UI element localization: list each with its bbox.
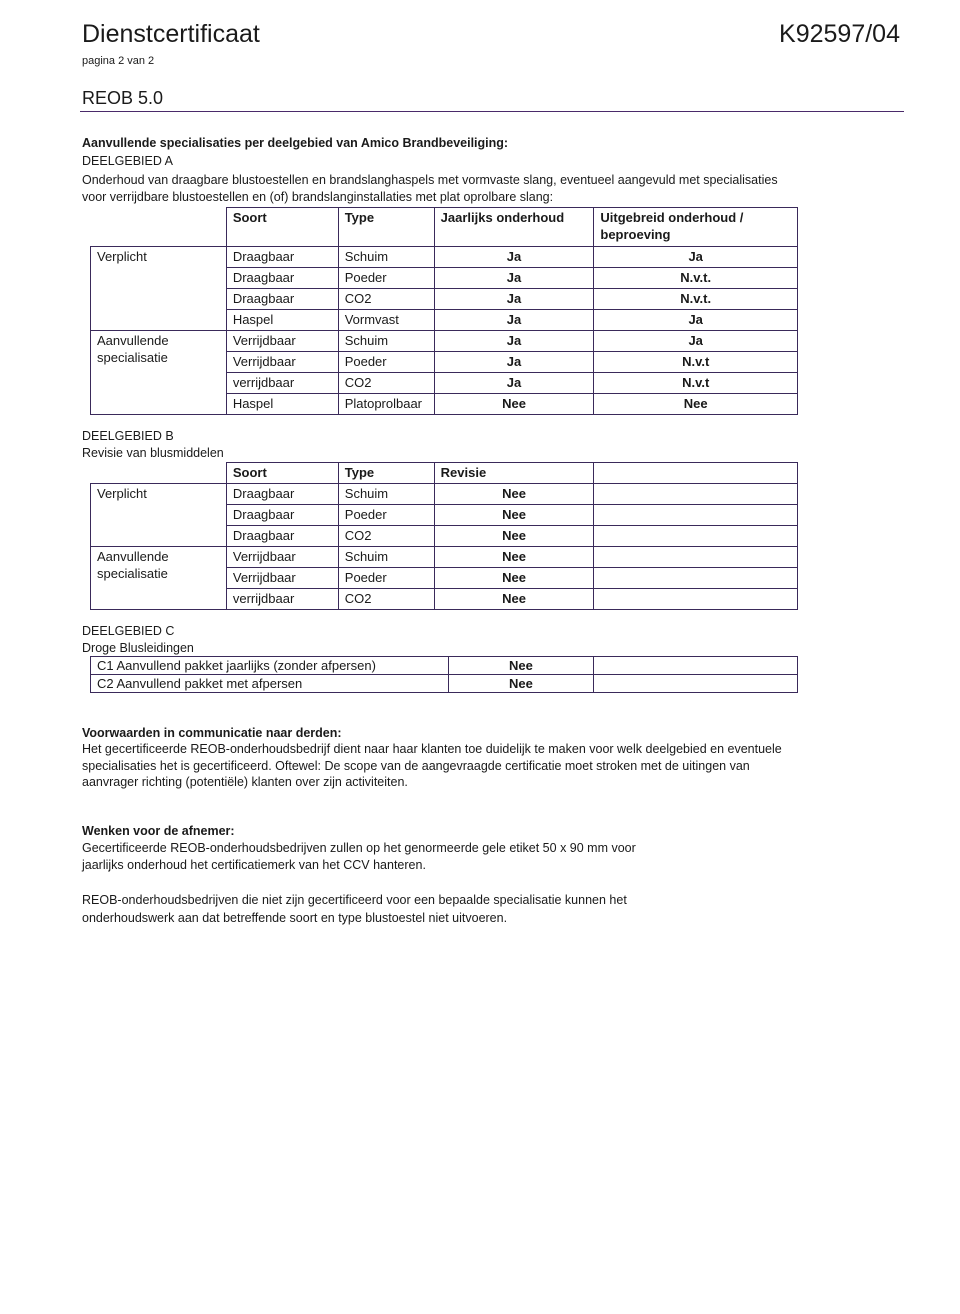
group-verplicht: Verplicht: [91, 247, 227, 331]
cell-jaarlijks: Nee: [434, 394, 594, 415]
cell-empty: [594, 568, 798, 589]
cell-uitgebreid: N.v.t.: [594, 268, 798, 289]
cell-empty: [594, 505, 798, 526]
header-empty: [594, 463, 798, 484]
cell-soort: Verrijdbaar: [226, 547, 338, 568]
cell-type: Vormvast: [338, 310, 434, 331]
document-title: Dienstcertificaat: [82, 20, 260, 48]
table-row: [91, 484, 798, 505]
table-header-row: [91, 463, 798, 484]
group-aanvullend: Aanvullende specialisatie: [91, 547, 227, 610]
cell-soort: Draagbaar: [226, 268, 338, 289]
page-indicator: pagina 2 van 2: [82, 55, 155, 67]
cell-uitgebreid: N.v.t: [594, 373, 798, 394]
cell-soort: Haspel: [226, 310, 338, 331]
cell-soort: Verrijdbaar: [226, 352, 338, 373]
voorwaarden-line-2: specialisaties het is gecertificeerd. Oftewel: De scope van de aangevraagde certificatie moet stroken met de uitingen van: [82, 759, 750, 773]
table-row: [91, 675, 798, 693]
cell-type: Schuim: [338, 247, 434, 268]
table-row: [91, 657, 798, 675]
wenken-heading: Wenken voor de afnemer:: [82, 824, 235, 838]
table-row: [91, 547, 798, 568]
section-a-desc-2: voor verrijdbare blustoestellen en (of) brandslanginstallaties met plat oprolbare slang:: [82, 190, 554, 204]
header-soort: Soort: [226, 463, 338, 484]
voorwaarden-line-1: Het gecertificeerde REOB-onderhoudsbedrijf dient naar haar klanten toe duidelijk te maken voor welk deelgebied en eventuele: [82, 742, 782, 756]
cell-soort: Draagbaar: [226, 526, 338, 547]
section-a-table: [90, 207, 798, 415]
section-b-table: [90, 462, 798, 610]
cell-revisie: Nee: [434, 505, 594, 526]
section-a-desc-1: Onderhoud van draagbare blustoestellen en brandslanghaspels met vormvaste slang, eventueel aangevuld met specialisaties: [82, 173, 778, 187]
cell-jaarlijks: Ja: [434, 310, 594, 331]
cell-empty: [594, 484, 798, 505]
header-soort: Soort: [226, 208, 338, 247]
cell-revisie: Nee: [434, 526, 594, 547]
cell-soort: Draagbaar: [226, 484, 338, 505]
cell-jaarlijks: Ja: [434, 373, 594, 394]
cell-soort: Haspel: [226, 394, 338, 415]
cell-jaarlijks: Ja: [434, 352, 594, 373]
cell-soort: verrijdbaar: [226, 589, 338, 610]
cell-empty: [594, 657, 798, 675]
cell-revisie: Nee: [434, 484, 594, 505]
voorwaarden-line-3: aanvrager richting (potentiële) klanten over zijn activiteiten.: [82, 775, 408, 789]
voorwaarden-heading: Voorwaarden in communicatie naar derden:: [82, 726, 342, 740]
section-c-title: DEELGEBIED C: [82, 624, 175, 638]
cell-soort: Verrijdbaar: [226, 331, 338, 352]
header-jaarlijks: Jaarlijks onderhoud: [434, 208, 594, 247]
cell-value: Nee: [448, 675, 594, 693]
intro-heading: Aanvullende specialisaties per deelgebied van Amico Brandbeveiliging:: [82, 136, 509, 150]
wenken-line-3: REOB-onderhoudsbedrijven die niet zijn gecertificeerd voor een bepaalde specialisatie kunnen het: [82, 893, 627, 907]
cell-uitgebreid: Ja: [594, 247, 798, 268]
cell-uitgebreid: Nee: [594, 394, 798, 415]
group-aanvullend: Aanvullende specialisatie: [91, 331, 227, 415]
cell-type: Schuim: [338, 484, 434, 505]
header-type: Type: [338, 463, 434, 484]
cell-type: CO2: [338, 289, 434, 310]
cell-type: Poeder: [338, 505, 434, 526]
cell-uitgebreid: N.v.t.: [594, 289, 798, 310]
cell-empty: [594, 526, 798, 547]
cell-jaarlijks: Ja: [434, 331, 594, 352]
cell-uitgebreid: N.v.t: [594, 352, 798, 373]
cell-uitgebreid: Ja: [594, 310, 798, 331]
cell-type: Platoprolbaar: [338, 394, 434, 415]
table-header-row: [91, 208, 798, 247]
group-verplicht: Verplicht: [91, 484, 227, 547]
wenken-line-4: onderhoudswerk aan dat betreffende soort en type blustoestel niet uitvoeren.: [82, 911, 508, 925]
section-c-desc: Droge Blusleidingen: [82, 641, 194, 655]
cell-type: Poeder: [338, 568, 434, 589]
table-row: [91, 331, 798, 352]
header-divider: [80, 111, 904, 112]
scheme-label: REOB 5.0: [82, 88, 164, 108]
header-type: Type: [338, 208, 434, 247]
cell-revisie: Nee: [434, 547, 594, 568]
cell-type: CO2: [338, 589, 434, 610]
cell-type: CO2: [338, 373, 434, 394]
wenken-line-2: jaarlijks onderhoud het certificatiemerk van het CCV hanteren.: [82, 858, 426, 872]
cell-soort: verrijdbaar: [226, 373, 338, 394]
wenken-line-1: Gecertificeerde REOB-onderhoudsbedrijven zullen op het genormeerde gele etiket 50 x 90 mm voor: [82, 841, 636, 855]
cell-revisie: Nee: [434, 568, 594, 589]
cell-type: Poeder: [338, 268, 434, 289]
cell-soort: Verrijdbaar: [226, 568, 338, 589]
cell-type: Schuim: [338, 547, 434, 568]
cell-label: C2 Aanvullend pakket met afpersen: [91, 675, 449, 693]
cell-jaarlijks: Ja: [434, 268, 594, 289]
cell-jaarlijks: Ja: [434, 247, 594, 268]
header-uitgebreid: Uitgebreid onderhoud / beproeving: [594, 208, 798, 247]
cell-empty: [594, 589, 798, 610]
section-b-title: DEELGEBIED B: [82, 429, 174, 443]
cell-soort: Draagbaar: [226, 289, 338, 310]
table-row: [91, 247, 798, 268]
cell-soort: Draagbaar: [226, 505, 338, 526]
cell-empty: [594, 547, 798, 568]
cell-label: C1 Aanvullend pakket jaarlijks (zonder afpersen): [91, 657, 449, 675]
certificate-number: K92597/04: [779, 20, 900, 48]
cell-empty: [594, 675, 798, 693]
section-a-title: DEELGEBIED A: [82, 154, 174, 168]
section-c-table: [90, 656, 798, 693]
cell-type: Poeder: [338, 352, 434, 373]
cell-revisie: Nee: [434, 589, 594, 610]
cell-jaarlijks: Ja: [434, 289, 594, 310]
cell-value: Nee: [448, 657, 594, 675]
cell-type: Schuim: [338, 331, 434, 352]
cell-type: CO2: [338, 526, 434, 547]
cell-soort: Draagbaar: [226, 247, 338, 268]
cell-uitgebreid: Ja: [594, 331, 798, 352]
section-b-desc: Revisie van blusmiddelen: [82, 446, 224, 460]
header-revisie: Revisie: [434, 463, 594, 484]
